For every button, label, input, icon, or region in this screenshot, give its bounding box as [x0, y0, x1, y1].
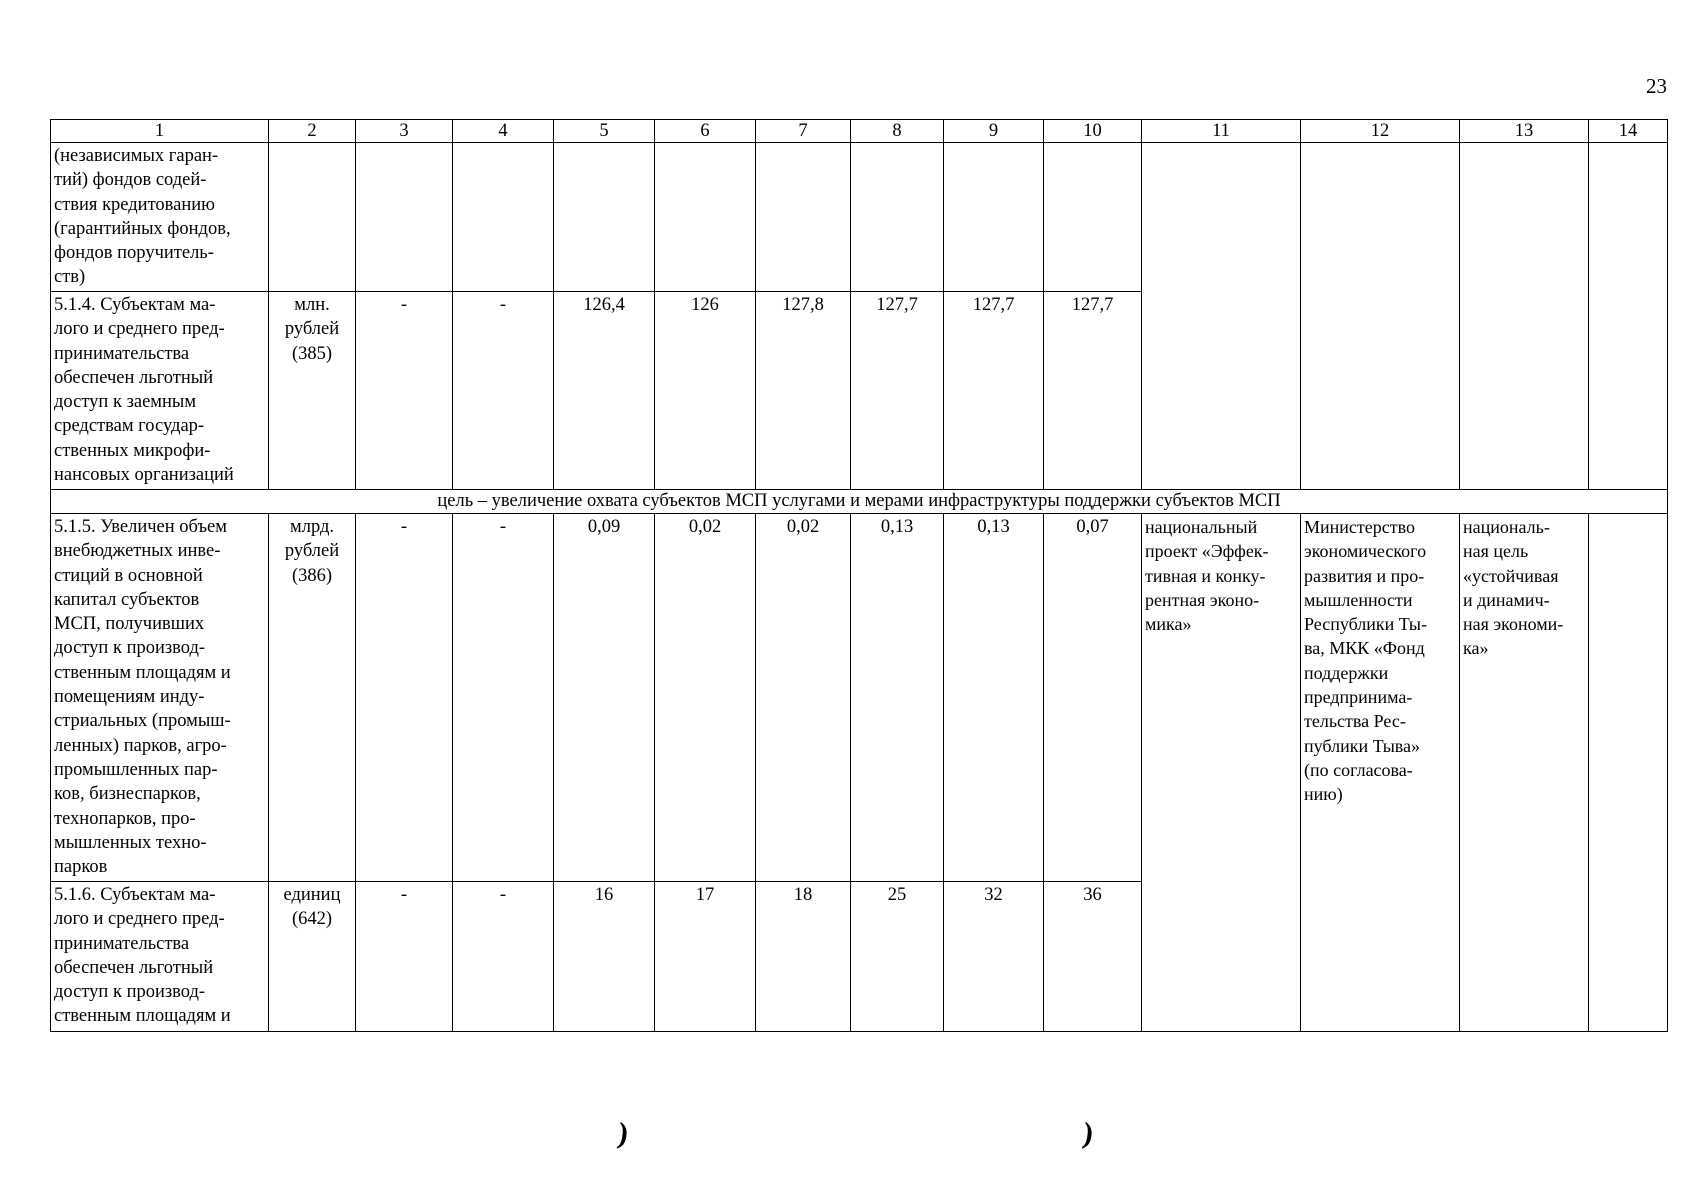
value-cell: 25	[851, 882, 944, 1032]
header-cell: 5	[554, 120, 655, 143]
indicator-name-cell: 5.1.5. Увеличен объем внебюджетных инве- стиций в основной капитал субъектов МСП, получивших доступ к производ- ственным площадям и помещениям инду- стриальных (промыш- ленных) парков, агро- промышленных пар- ков, бизнеспарков, технопарков, про- мышленных техно- парков	[51, 514, 269, 882]
value-cell: 127,7	[851, 292, 944, 490]
indicator-name-cell: 5.1.4. Субъектам ма- лого и среднего пред- принимательства обеспечен льготный доступ к заемным средствам государ- ственных микрофи- нансовых организаций	[51, 292, 269, 490]
binding-hole-mark: )	[1080, 1116, 1096, 1151]
value-cell: -	[356, 882, 453, 1032]
table-cell	[1142, 143, 1301, 490]
value-cell: 0,07	[1044, 514, 1142, 882]
header-row	[51, 120, 1668, 143]
header-cell: 6	[655, 120, 756, 143]
goal-text: цель – увеличение охвата субъектов МСП услугами и мерами инфраструктуры поддержки субъектов МСП	[51, 490, 1668, 514]
header-cell: 12	[1301, 120, 1460, 143]
value-cell: 36	[1044, 882, 1142, 1032]
goal-row	[51, 490, 1668, 514]
value-cell: 17	[655, 882, 756, 1032]
table-cell	[1301, 143, 1460, 490]
header-cell: 10	[1044, 120, 1142, 143]
table-row-continuation	[51, 143, 1668, 292]
value-cell: 126	[655, 292, 756, 490]
binding-hole-mark: )	[615, 1116, 631, 1151]
unit-cell: млн. рублей (385)	[269, 292, 356, 490]
table-cell	[1589, 514, 1668, 1032]
header-cell: 1	[51, 120, 269, 143]
table-cell	[453, 143, 554, 292]
header-cell: 3	[356, 120, 453, 143]
value-cell: 18	[756, 882, 851, 1032]
value-cell: -	[453, 514, 554, 882]
responsible-executor-cell: Министерство экономического развития и про- мышленности Республики Ты- ва, МКК «Фонд поддержки предпринима- тельства Рес- публики Тыва» (по согласова- нию)	[1301, 514, 1460, 1032]
header-cell: 7	[756, 120, 851, 143]
value-cell: 0,09	[554, 514, 655, 882]
indicator-name-cell: 5.1.6. Субъектам ма- лого и среднего пред- принимательства обеспечен льготный доступ к производ- ственным площадям и	[51, 882, 269, 1032]
value-cell: 0,13	[851, 514, 944, 882]
table-cell	[1044, 143, 1142, 292]
unit-cell: единиц (642)	[269, 882, 356, 1032]
table-cell	[944, 143, 1044, 292]
header-cell: 4	[453, 120, 554, 143]
value-cell: 16	[554, 882, 655, 1032]
value-cell: -	[356, 292, 453, 490]
table-cell	[851, 143, 944, 292]
national-project-cell: национальный проект «Эффек- тивная и конку- рентная эконо- мика»	[1142, 514, 1301, 1032]
value-cell: 127,7	[1044, 292, 1142, 490]
table-cell	[356, 143, 453, 292]
header-cell: 14	[1589, 120, 1668, 143]
value-cell: 0,02	[756, 514, 851, 882]
table-cell	[554, 143, 655, 292]
value-cell: -	[453, 882, 554, 1032]
table-cell	[1460, 143, 1589, 490]
indicator-name-cell: (независимых гаран- тий) фондов содей- ствия кредитованию (гарантийных фондов, фондов поручитель- ств)	[51, 143, 269, 292]
table-cell	[1589, 143, 1668, 490]
value-cell: -	[356, 514, 453, 882]
value-cell: 0,02	[655, 514, 756, 882]
value-cell: 126,4	[554, 292, 655, 490]
value-cell: 0,13	[944, 514, 1044, 882]
header-cell: 13	[1460, 120, 1589, 143]
header-cell: 9	[944, 120, 1044, 143]
unit-cell: млрд. рублей (386)	[269, 514, 356, 882]
value-cell: 32	[944, 882, 1044, 1032]
table-row-515	[51, 514, 1668, 882]
value-cell: -	[453, 292, 554, 490]
table-cell	[756, 143, 851, 292]
value-cell: 127,7	[944, 292, 1044, 490]
page-number: 23	[1646, 74, 1667, 98]
table-cell	[655, 143, 756, 292]
header-cell: 2	[269, 120, 356, 143]
national-goal-cell: националь- ная цель «устойчивая и динамич- ная экономи- ка»	[1460, 514, 1589, 1032]
header-cell: 8	[851, 120, 944, 143]
header-cell: 11	[1142, 120, 1301, 143]
value-cell: 127,8	[756, 292, 851, 490]
table-cell	[269, 143, 356, 292]
indicators-table	[50, 119, 1668, 1032]
